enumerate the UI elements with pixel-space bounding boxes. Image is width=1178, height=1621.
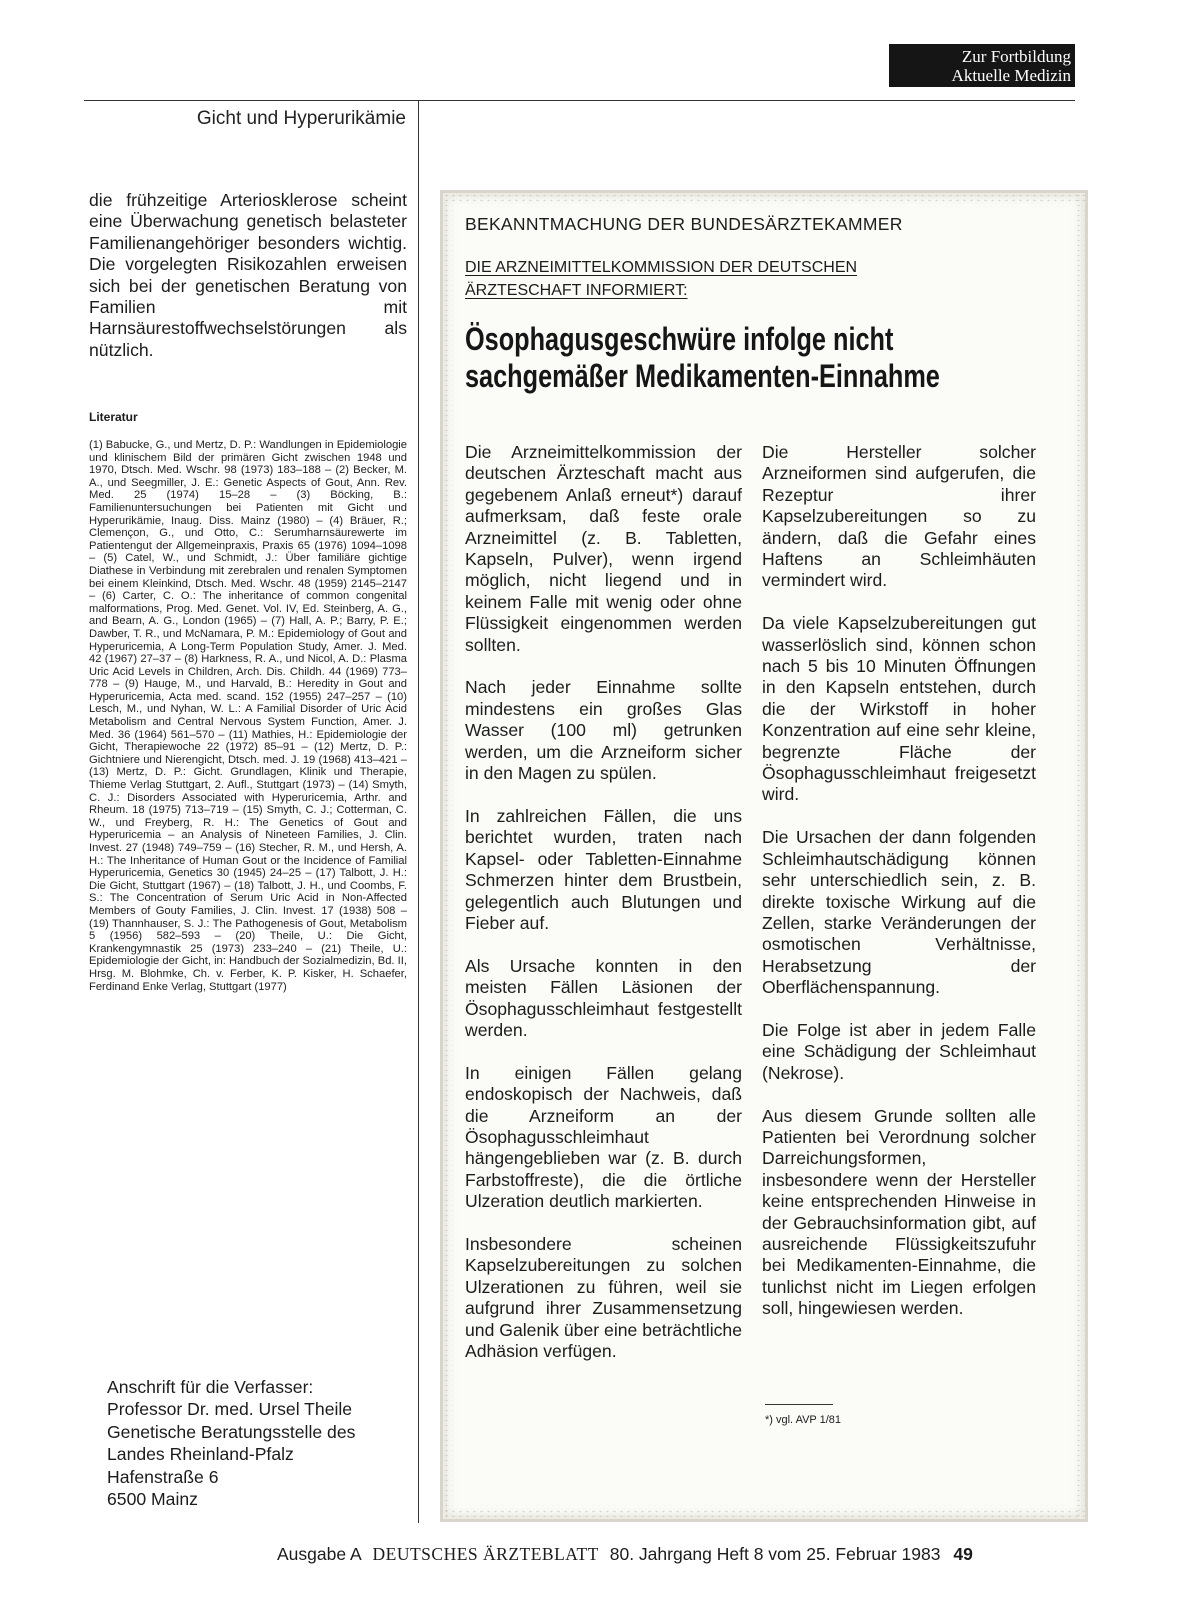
box-border-texture (443, 193, 453, 1519)
notice-subkicker-line: DIE ARZNEIMITTELKOMMISSION DER DEUTSCHEN (465, 259, 858, 276)
footer-issue: 80. Jahrgang Heft 8 vom 25. Februar 1983 (609, 1544, 941, 1564)
notice-column-right (762, 442, 1036, 1341)
header-rule (84, 100, 1075, 101)
page-number: 49 (953, 1544, 973, 1564)
article-text-left: die frühzeitige Arteriosklerose scheint eine Überwachung genetisch belasteter Familienangehöriger besonders wichtig. Die vorgelegten Risikozahlen erweisen sich bei der genetischen Beratung von Familien mit Harnsäurestoffwechselstörungen als nützlich. (89, 190, 407, 360)
footer-journal: DEUTSCHES ÄRZTEBLATT (372, 1544, 599, 1564)
footer-edition: Ausgabe A (277, 1544, 362, 1564)
footnote: *) vgl. AVP 1/81 (765, 1414, 842, 1426)
address-line: Professor Dr. med. Ursel Theile (107, 1399, 353, 1420)
paragraph: Als Ursache konnten in den meisten Fällen Läsionen der Ösophagusschleimhaut festgestellt werden. (465, 955, 742, 1040)
box-border-texture (443, 1509, 1085, 1519)
notice-column-left (465, 442, 742, 1384)
section-badge-line2: Aktuelle Medizin (951, 66, 1071, 85)
section-badge-line1: Zur Fortbildung (961, 47, 1071, 66)
paragraph: Aus diesem Grunde sollten alle Patienten bei Verordnung solcher Darreichungsformen, insbesondere wenn der Hersteller keine entsprechenden Hinweise in der Gebrauchsinformation gibt, auf ausreichende Flüssigkeitszufuhr bei Medikamenten-Einnahme, die tunlichst nicht im Liegen erfolgen soll, hingewiesen werden. (762, 1105, 1036, 1319)
headline-line: Ösophagusgeschwüre infolge nicht (465, 321, 894, 357)
literature-list: (1) Babucke, G., und Mertz, D. P.: Wandlungen in Epidemiologie und klinischem Bild der primären Gicht zwischen 1948 und 1970, Dtsch. Med. Wschr. 98 (1973) 183–188 – (2) Becker, M. A., und Seegmiller, J. E.: Genetic Aspects of Gout, Ann. Rev. Med. 25 (1974) 15–28 – (3) Böcking, B.: Familienuntersuchungen bei Patienten mit Gicht und Hyperurikämie, Inaug. Diss. Mainz (1980) – (4) Bräuer, R.; Clemençon, G., und Otto, C.: Serumharnsäurewerte im Patientengut der Allgemeinpraxis, Praxis 65 (1976) 1094–1098 – (5) Catel, W., und Schmidt, J.: Über familiäre gichtige Diathese in Verbindung mit zerebralen und renalen Symptomen bei einem Kleinkind, Dtsch. Med. Wschr. 48 (1959) 2145–2147 – (6) Carter, C. O.: The inheritance of common congenital malformations, Prog. Med. Genet. Vol. IV, Ed. Steinberg, A. G., and Bearn, A. G., London (1965) – (7) Hall, A. P.; Barry, P. E.; Dawber, T. R., und McNamara, P. M.: Epidemiology of Gout and Hyperuricemia, A Long-Term Population Study, Amer. J. Med. 42 (1967) 27–37 – (8) Harkness, R. A., und Nicol, A. D.: Plasma Uric Acid Levels in Children, Arch. Dis. Childh. 44 (1969) 773–778 – (9) Hauge, M., und Harvald, B.: Heredity in Gout and Hyperuricemia, Acta med. scand. 152 (1955) 247–257 – (10) Lesch, M., und Nyhan, W. L.: A Familial Disorder of Uric Acid Metabolism and Central Nervous System Function, Amer. J. Med. 36 (1964) 561–570 – (11) Mathies, H.: Epidemiologie der Gicht, Therapiewoche 22 (1972) 85–91 – (12) Mertz, D. P.: Gichtniere und Nierengicht, Dtsch. med. J. 19 (1968) 413–421 – (13) Mertz, D. P.: Gicht. Grundlagen, Klinik und Therapie, Thieme Verlag Stuttgart, 2. Aufl., Stuttgart (1973) – (14) Smyth, C. J.: Disorders Associated with Hyperuricemia, Arthr. and Rheum. 18 (1975) 713–719 – (15) Smyth, C. J.; Cotterman, C. W., und Freyberg, R. H.: The Genetics of Gout and Hyperuricemia – an Analysis of Nineteen Families, J. Clin. Invest. 27 (1948) 749–759 – (16) Stecher, R. M., und Hersh, A. H.: The Inheritance of Human Gout or the Incidence of Familial Hyperuricemia, Genetics 30 (1945) 24–25 – (17) Talbott, J. H.: Die Gicht, Stuttgart (1967) – (18) Talbott, J. H., und Coombs, F. S.: The Concentration of Serum Uric Acid in Non-Affected Members of Gouty Families, J. Clin. Invest. 17 (1938) 508 – (19) Thannhauser, S. J.: The Pathogenesis of Gout, Metabolism 5 (1956) 582–593 – (20) Theile, U.: Die Gicht, Krankengymnastik 25 (1973) 233–240 – (21) Theile, U.: Epidemiologie der Gicht, in: Handbuch der Sozialmedizin, Bd. II, Hrsg. M. Blohmke, Ch. v. Ferber, K. P. Kisker, H. Schaefer, Ferdinand Enke Verlag, Stuttgart (1977) (89, 439, 407, 993)
address-line: 6500 Mainz (107, 1489, 198, 1510)
section-badge (889, 44, 1075, 87)
paragraph: Die Hersteller solcher Arzneiformen sind aufgerufen, die Rezeptur ihrer Kapselzubereitungen so zu ändern, daß die Gefahr eines Haftens an Schleimhäuten vermindert wird. (762, 442, 1036, 591)
paragraph: Nach jeder Einnahme sollte mindestens ein großes Glas Wasser (100 ml) getrunken werden, um die Arzneiform sicher in den Magen zu spülen. (465, 677, 742, 784)
notice-headline (465, 321, 940, 395)
footnote-rule (765, 1404, 833, 1405)
page-footer (277, 1544, 1077, 1565)
paragraph: Insbesondere scheinen Kapselzubereitungen zu solchen Ulzerationen zu führen, weil sie aufgrund ihrer Zusammensetzung und Galenik über eine beträchtliche Adhäsion verfügen. (465, 1233, 742, 1361)
address-line: Landes Rheinland-Pfalz (107, 1444, 294, 1465)
box-border-texture (1075, 193, 1085, 1519)
address-line: Genetische Beratungsstelle des (107, 1421, 356, 1442)
paragraph: Die Folge ist aber in jedem Falle eine Schädigung der Schleimhaut (Nekrose). (762, 1019, 1036, 1083)
column-divider (418, 100, 419, 1523)
paragraph: In zahlreichen Fällen, die uns berichtet wurden, traten nach Kapsel- oder Tabletten-Einnahme Schmerzen hinter dem Brustbein, gelegentlich auch Blutungen und Fieber auf. (465, 805, 742, 933)
headline-line: sachgemäßer Medikamenten-Einnahme (465, 358, 940, 394)
address-line: Hafenstraße 6 (107, 1466, 219, 1487)
notice-kicker: BEKANNTMACHUNG DER BUNDESÄRZTEKAMMER (465, 214, 903, 234)
notice-subkicker-line: ÄRZTESCHAFT INFORMIERT: (465, 282, 688, 299)
box-border-texture (443, 193, 1085, 203)
paragraph: Da viele Kapselzubereitungen gut wasserlöslich sind, können schon nach 5 bis 10 Minuten Öffnungen in den Kapseln entstehen, durch die der Wirkstoff in hoher Konzentration auf eine sehr kleine, begrenzte Fläche der Ösophagusschleimhaut freigesetzt wird. (762, 613, 1036, 805)
paragraph: In einigen Fällen gelang endoskopisch der Nachweis, daß die Arzneiform an der Ösophagusschleimhaut hängengeblieben war (z. B. durch Farbstoffreste), die die örtliche Ulzeration deutlich markierten. (465, 1062, 742, 1212)
author-address (107, 1376, 417, 1510)
paragraph: Die Ursachen der dann folgenden Schleimhautschädigung können sehr unterschiedlich sein, z. B. direkte toxische Wirkung auf die Zellen, starke Veränderungen der osmotischen Verhältnisse, Herabsetzung der Oberflächenspannung. (762, 827, 1036, 998)
paragraph: Die Arzneimittelkommission der deutschen Ärzteschaft macht aus gegebenem Anlaß erneut*) darauf aufmerksam, daß feste orale Arzneimittel (z. B. Tabletten, Kapseln, Pulver), wenn irgend möglich, nicht liegend und in keinem Falle mit wenig oder ohne Flüssigkeit eingenommen werden sollten. (465, 442, 742, 655)
literature-heading: Literatur (89, 410, 138, 424)
notice-subkicker (465, 256, 857, 302)
running-head: Gicht und Hyperurikämie (196, 108, 406, 129)
address-line: Anschrift für die Verfasser: (107, 1377, 314, 1397)
